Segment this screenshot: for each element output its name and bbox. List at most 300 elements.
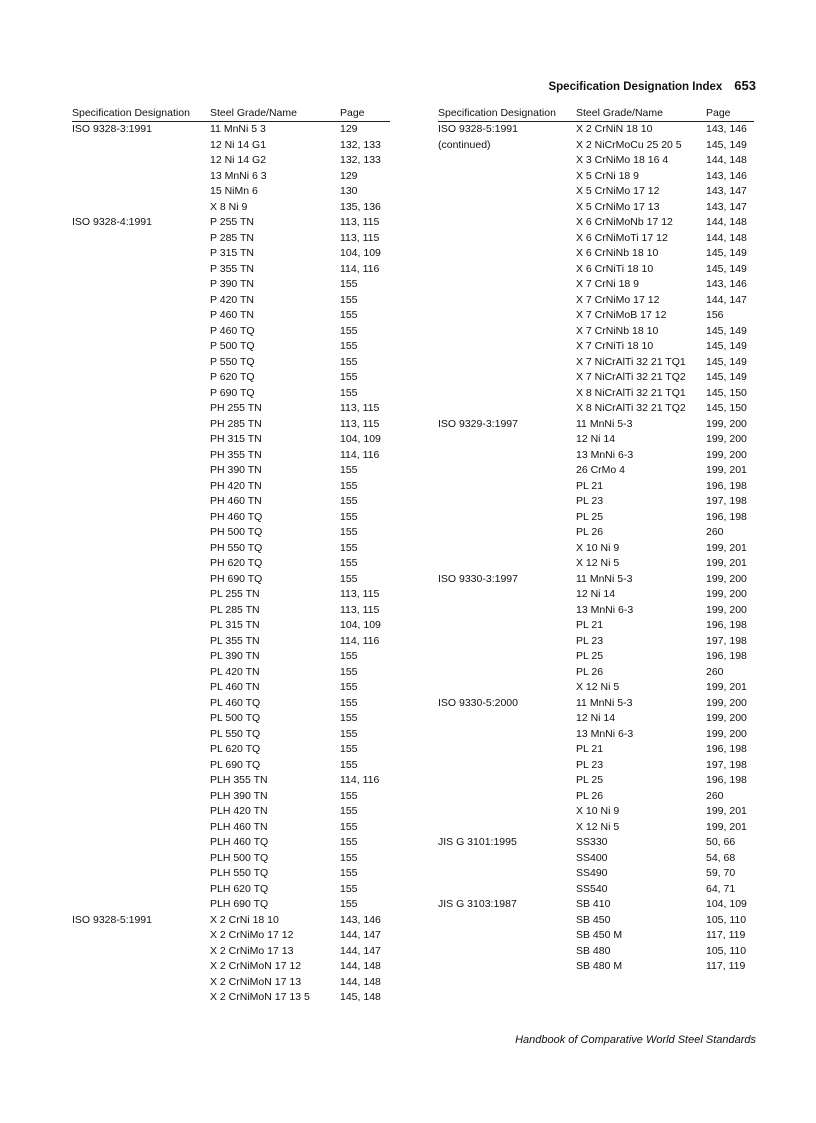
page-cell: 155	[340, 324, 358, 337]
steel-grade-cell: X 6 CrNiMoNb 17 12	[576, 216, 673, 228]
page-cell: 155	[340, 572, 358, 585]
table-row	[438, 572, 754, 588]
specification-cell	[438, 215, 576, 231]
specification-cell	[438, 432, 576, 448]
specification-cell	[72, 494, 210, 510]
page-cell: 155	[340, 386, 358, 399]
specification-cell	[72, 990, 210, 1006]
table-row	[72, 835, 390, 851]
table-row	[72, 634, 390, 650]
steel-grade-cell: PL 420 TN	[210, 665, 260, 678]
page-cell: 145, 149	[706, 355, 747, 368]
steel-grade-cell: 12 Ni 14 G1	[210, 138, 267, 151]
specification-cell	[438, 928, 576, 944]
specification-cell	[438, 773, 576, 789]
table-row	[72, 742, 390, 758]
specification-cell	[72, 556, 210, 572]
steel-grade-cell: 12 Ni 14	[576, 712, 616, 724]
steel-grade-cell: X 7 NiCrAlTi 32 21 TQ2	[576, 371, 686, 383]
steel-grade-cell: SB 450	[576, 913, 611, 926]
steel-grade-cell: PH 550 TQ	[210, 541, 263, 554]
steel-grade-cell: X 7 CrNi 18 9	[576, 278, 640, 290]
table-row	[438, 820, 754, 836]
table-row	[438, 169, 754, 185]
specification-cell	[438, 618, 576, 634]
page-cell: 199, 200	[706, 417, 747, 430]
table-row	[72, 417, 390, 433]
steel-grade-cell: PH 255 TN	[210, 402, 262, 414]
specification-cell	[72, 866, 210, 882]
page-cell: 199, 201	[706, 820, 747, 833]
page-cell: 144, 148	[706, 231, 747, 244]
steel-grade-cell: SS540	[576, 882, 608, 895]
steel-grade-cell: X 6 CrNiNb 18 10	[576, 247, 659, 259]
specification-cell	[438, 727, 576, 743]
page-cell: 143, 146	[706, 278, 747, 290]
table-row	[438, 386, 754, 402]
specification-cell	[72, 944, 210, 960]
page-cell: 113, 115	[340, 603, 380, 616]
page-cell: 155	[340, 758, 358, 771]
page-cell: 156	[706, 309, 724, 321]
page-cell: 196, 198	[706, 510, 747, 523]
specification-cell	[438, 463, 576, 479]
table-header	[438, 106, 754, 122]
table-row	[72, 882, 390, 898]
page-cell: 155	[340, 681, 358, 693]
page-cell: 196, 198	[706, 479, 747, 492]
table-row	[438, 804, 754, 820]
page-cell: 199, 200	[706, 448, 747, 461]
table-row	[438, 401, 754, 417]
page-cell: 144, 148	[340, 975, 381, 988]
specification-cell	[72, 277, 210, 293]
page-cell: 145, 149	[706, 324, 747, 337]
page-cell: 155	[340, 650, 358, 662]
table-row	[438, 696, 754, 712]
specification-cell	[438, 448, 576, 464]
table-row	[72, 603, 390, 619]
table-row	[438, 665, 754, 681]
table-row	[72, 556, 390, 572]
steel-grade-cell: SB 480 M	[576, 960, 623, 972]
table-row	[438, 634, 754, 650]
page-cell: 199, 200	[706, 727, 747, 740]
table-row	[438, 758, 754, 774]
table-row	[438, 727, 754, 743]
steel-grade-cell: PL 26	[576, 665, 604, 678]
specification-cell	[438, 804, 576, 820]
table-row	[438, 556, 754, 572]
steel-grade-cell: X 12 Ni 5	[576, 681, 620, 693]
steel-grade-cell: P 355 TN	[210, 262, 254, 275]
steel-grade-cell: PL 620 TQ	[210, 743, 261, 755]
steel-grade-cell: X 7 CrNiNb 18 10	[576, 324, 659, 337]
specification-cell	[438, 231, 576, 247]
table-row	[438, 882, 754, 898]
specification-cell	[72, 308, 210, 324]
specification-cell	[72, 479, 210, 495]
table-row	[438, 122, 754, 138]
specification-cell	[72, 603, 210, 619]
page-cell: 155	[340, 836, 358, 848]
page-cell: 105, 110	[706, 944, 747, 957]
steel-grade-cell: PLH 550 TQ	[210, 867, 269, 879]
table-row	[72, 386, 390, 402]
table-row	[72, 432, 390, 448]
table-row	[438, 308, 754, 324]
specification-cell	[438, 649, 576, 665]
table-row	[72, 990, 390, 1006]
steel-grade-cell: X 7 CrNiMoB 17 12	[576, 309, 667, 321]
page-cell: 196, 198	[706, 774, 747, 786]
page-cell: 155	[340, 820, 358, 833]
specification-cell	[438, 711, 576, 727]
specification-cell	[438, 277, 576, 293]
specification-cell: JIS G 3103:1987	[438, 898, 517, 910]
specification-cell	[72, 835, 210, 851]
steel-grade-cell: PL 355 TN	[210, 634, 260, 647]
specification-cell	[438, 789, 576, 805]
page-cell: 104, 109	[706, 898, 747, 910]
steel-grade-cell: X 10 Ni 9	[576, 541, 620, 554]
steel-grade-cell: P 690 TQ	[210, 386, 255, 399]
table-row	[72, 541, 390, 557]
steel-grade-cell: P 460 TQ	[210, 324, 255, 337]
page-cell: 155	[340, 851, 358, 864]
table-row	[72, 727, 390, 743]
steel-grade-cell: PLH 460 TN	[210, 820, 268, 833]
page-cell: 199, 200	[706, 603, 747, 616]
table-row	[72, 277, 390, 293]
page-cell: 113, 115	[340, 402, 380, 414]
specification-cell	[438, 293, 576, 309]
page-cell: 114, 116	[340, 262, 380, 275]
specification-cell	[72, 649, 210, 665]
specification-cell	[438, 401, 576, 417]
table-row	[72, 758, 390, 774]
page-cell: 129	[340, 123, 358, 135]
specification-cell	[72, 184, 210, 200]
page-cell: 114, 116	[340, 634, 380, 647]
table-row	[438, 510, 754, 526]
page-cell: 117, 119	[706, 960, 746, 972]
table-row	[438, 184, 754, 200]
table-row	[438, 324, 754, 340]
steel-grade-cell: X 12 Ni 5	[576, 557, 620, 569]
specification-cell	[72, 417, 210, 433]
specification-cell	[72, 742, 210, 758]
table-row	[72, 370, 390, 386]
page-cell: 113, 115	[340, 588, 380, 600]
specification-cell	[438, 184, 576, 200]
page-cell: 199, 200	[706, 588, 747, 600]
specification-cell	[72, 680, 210, 696]
page-cell: 155	[340, 495, 358, 507]
table-row	[72, 804, 390, 820]
table-row	[438, 355, 754, 371]
table-row	[438, 603, 754, 619]
steel-grade-cell: P 255 TN	[210, 216, 254, 228]
steel-grade-cell: PLH 620 TQ	[210, 882, 269, 895]
steel-grade-cell: P 550 TQ	[210, 355, 255, 368]
page-cell: 155	[340, 293, 358, 306]
page-cell: 113, 115	[340, 216, 380, 228]
steel-grade-cell: X 2 NiCrMoCu 25 20 5	[576, 138, 682, 151]
steel-grade-cell: 15 NiMn 6	[210, 185, 258, 197]
steel-grade-cell: X 12 Ni 5	[576, 820, 620, 833]
specification-cell	[438, 510, 576, 526]
steel-grade-cell: PH 460 TN	[210, 495, 262, 507]
table-row	[438, 231, 754, 247]
table-row	[438, 913, 754, 929]
page-cell: 199, 200	[706, 712, 747, 724]
steel-grade-cell: X 7 CrNiTi 18 10	[576, 340, 654, 352]
steel-grade-cell: X 2 CrNiMo 17 13	[210, 944, 294, 957]
steel-grade-cell: P 420 TN	[210, 293, 254, 306]
page-cell: 143, 146	[340, 913, 381, 926]
steel-grade-cell: X 8 NiCrAlTi 32 21 TQ1	[576, 386, 686, 399]
page-cell: 155	[340, 340, 358, 352]
steel-grade-cell: PH 390 TN	[210, 464, 262, 476]
steel-grade-cell: PL 25	[576, 650, 604, 662]
page-header	[548, 78, 756, 93]
steel-grade-cell: SB 410	[576, 898, 611, 910]
page-cell: 155	[340, 696, 358, 709]
specification-cell: ISO 9328-4:1991	[72, 216, 152, 228]
table-row	[72, 246, 390, 262]
page-cell: 196, 198	[706, 619, 747, 631]
table-row	[72, 897, 390, 913]
steel-grade-cell: 12 Ni 14	[576, 433, 616, 445]
table-row	[72, 959, 390, 975]
page-cell: 199, 201	[706, 681, 747, 693]
page-cell: 105, 110	[706, 913, 747, 926]
specification-cell	[438, 308, 576, 324]
specification-cell	[438, 758, 576, 774]
steel-grade-cell: X 10 Ni 9	[576, 805, 620, 817]
specification-cell	[72, 727, 210, 743]
page-cell: 199, 201	[706, 557, 747, 569]
table-row	[72, 401, 390, 417]
page-cell: 144, 147	[706, 293, 747, 306]
table-row	[72, 665, 390, 681]
table-row	[438, 944, 754, 960]
specification-cell: JIS G 3101:1995	[438, 836, 517, 848]
specification-cell: (continued)	[438, 138, 491, 151]
page-cell: 114, 116	[340, 774, 380, 786]
table-row	[438, 541, 754, 557]
table-row	[438, 339, 754, 355]
page-cell: 145, 150	[706, 386, 747, 399]
table-row	[72, 789, 390, 805]
steel-grade-cell: SS400	[576, 851, 608, 864]
specification-cell	[438, 820, 576, 836]
steel-grade-cell: PH 420 TN	[210, 479, 262, 492]
steel-grade-cell: PL 21	[576, 619, 604, 631]
steel-grade-cell: X 5 CrNiMo 17 12	[576, 185, 660, 197]
page-cell: 144, 148	[706, 154, 747, 166]
table-row	[72, 525, 390, 541]
specification-cell	[438, 866, 576, 882]
column-header-steel-grade: Steel Grade/Name	[576, 107, 663, 119]
specification-cell	[72, 153, 210, 169]
page-cell: 114, 116	[340, 448, 380, 461]
table-row	[438, 773, 754, 789]
page-cell: 260	[706, 665, 724, 678]
steel-grade-cell: P 500 TQ	[210, 340, 255, 352]
page-cell: 145, 150	[706, 402, 747, 414]
steel-grade-cell: PL 390 TN	[210, 650, 260, 662]
table-row	[72, 355, 390, 371]
steel-grade-cell: PL 285 TN	[210, 603, 260, 616]
specification-cell	[72, 773, 210, 789]
table-row	[72, 587, 390, 603]
steel-grade-cell: X 8 Ni 9	[210, 200, 248, 213]
steel-grade-cell: PL 21	[576, 743, 604, 755]
page-cell: 145, 149	[706, 247, 747, 259]
steel-grade-cell: PLH 355 TN	[210, 774, 268, 786]
page-cell: 155	[340, 309, 358, 321]
table-row	[72, 773, 390, 789]
specification-cell	[72, 448, 210, 464]
specification-cell	[438, 541, 576, 557]
table-row	[438, 417, 754, 433]
page-cell: 64, 71	[706, 882, 736, 895]
specification-cell	[72, 324, 210, 340]
specification-cell	[72, 138, 210, 154]
index-table-left	[72, 106, 390, 1006]
table-row	[72, 680, 390, 696]
specification-cell	[72, 169, 210, 185]
page-cell: 260	[706, 789, 724, 802]
page-cell: 197, 198	[706, 758, 747, 771]
page-cell: 145, 148	[340, 991, 381, 1003]
specification-cell	[438, 556, 576, 572]
specification-cell: ISO 9330-3:1997	[438, 572, 518, 585]
table-row	[72, 649, 390, 665]
page-cell: 199, 201	[706, 464, 747, 476]
specification-cell	[72, 401, 210, 417]
page-cell: 155	[340, 898, 358, 910]
steel-grade-cell: SS490	[576, 867, 608, 879]
steel-grade-cell: 12 Ni 14 G2	[210, 154, 267, 166]
page-cell: 155	[340, 743, 358, 755]
specification-cell	[72, 587, 210, 603]
specification-cell	[438, 603, 576, 619]
table-row	[438, 463, 754, 479]
page-cell: 199, 200	[706, 572, 747, 585]
steel-grade-cell: PL 26	[576, 526, 604, 538]
steel-grade-cell: PL 500 TQ	[210, 712, 261, 724]
page-cell: 130	[340, 185, 358, 197]
specification-cell	[72, 897, 210, 913]
specification-cell	[72, 386, 210, 402]
steel-grade-cell: PL 255 TN	[210, 588, 260, 600]
page-cell: 143, 146	[706, 169, 747, 182]
steel-grade-cell: X 2 CrNiMoN 17 13	[210, 975, 302, 988]
specification-cell	[438, 324, 576, 340]
page-cell: 196, 198	[706, 650, 747, 662]
page-cell: 104, 109	[340, 247, 381, 259]
table-row	[438, 649, 754, 665]
specification-cell	[72, 293, 210, 309]
page-cell: 155	[340, 479, 358, 492]
table-row	[72, 293, 390, 309]
specification-cell: ISO 9329-3:1997	[438, 417, 518, 430]
table-row	[438, 215, 754, 231]
specification-cell	[72, 975, 210, 991]
page-cell: 117, 119	[706, 929, 746, 941]
steel-grade-cell: X 2 CrNiMoN 17 12	[210, 960, 302, 972]
steel-grade-cell: PL 23	[576, 758, 604, 771]
specification-cell	[72, 246, 210, 262]
table-row	[72, 138, 390, 154]
page-cell: 155	[340, 805, 358, 817]
steel-grade-cell: 13 MnNi 6-3	[576, 448, 634, 461]
table-row	[72, 572, 390, 588]
page-cell: 54, 68	[706, 851, 736, 864]
specification-cell	[72, 711, 210, 727]
specification-cell	[438, 153, 576, 169]
steel-grade-cell: 26 CrMo 4	[576, 464, 626, 476]
specification-cell	[438, 959, 576, 975]
table-row	[438, 711, 754, 727]
table-row	[438, 587, 754, 603]
specification-cell	[438, 882, 576, 898]
table-row	[72, 448, 390, 464]
table-header	[72, 106, 390, 122]
steel-grade-cell: X 2 CrNiMoN 17 13 5	[210, 991, 310, 1003]
specification-cell	[438, 339, 576, 355]
table-row	[438, 153, 754, 169]
steel-grade-cell: PH 355 TN	[210, 448, 262, 461]
page-cell: 155	[340, 526, 358, 538]
table-row	[72, 463, 390, 479]
specification-cell: ISO 9328-3:1991	[72, 123, 152, 135]
page-cell: 50, 66	[706, 836, 736, 848]
specification-cell: ISO 9330-5:2000	[438, 696, 518, 709]
steel-grade-cell: PH 285 TN	[210, 417, 262, 430]
page-cell: 143, 146	[706, 123, 747, 135]
page-footer: Handbook of Comparative World Steel Standards	[515, 1034, 756, 1046]
page-cell: 155	[340, 371, 358, 383]
specification-cell	[438, 742, 576, 758]
steel-grade-cell: P 460 TN	[210, 309, 254, 321]
specification-cell	[72, 618, 210, 634]
table-row	[72, 618, 390, 634]
specification-cell	[72, 696, 210, 712]
table-row	[438, 680, 754, 696]
page-cell: 143, 147	[706, 200, 747, 213]
table-row	[438, 479, 754, 495]
specification-cell	[438, 665, 576, 681]
steel-grade-cell: X 7 NiCrAlTi 32 21 TQ1	[576, 355, 686, 368]
column-header-steel-grade: Steel Grade/Name	[210, 107, 297, 119]
steel-grade-cell: SS330	[576, 836, 608, 848]
steel-grade-cell: 13 MnNi 6 3	[210, 169, 267, 182]
page-cell: 155	[340, 867, 358, 879]
page-cell: 155	[340, 464, 358, 476]
page-cell: 260	[706, 526, 724, 538]
page-cell: 197, 198	[706, 495, 747, 507]
steel-grade-cell: PL 25	[576, 510, 604, 523]
table-row	[438, 262, 754, 278]
steel-grade-cell: 11 MnNi 5-3	[576, 696, 633, 709]
page-cell: 143, 147	[706, 185, 747, 197]
table-row	[72, 231, 390, 247]
specification-cell	[72, 665, 210, 681]
